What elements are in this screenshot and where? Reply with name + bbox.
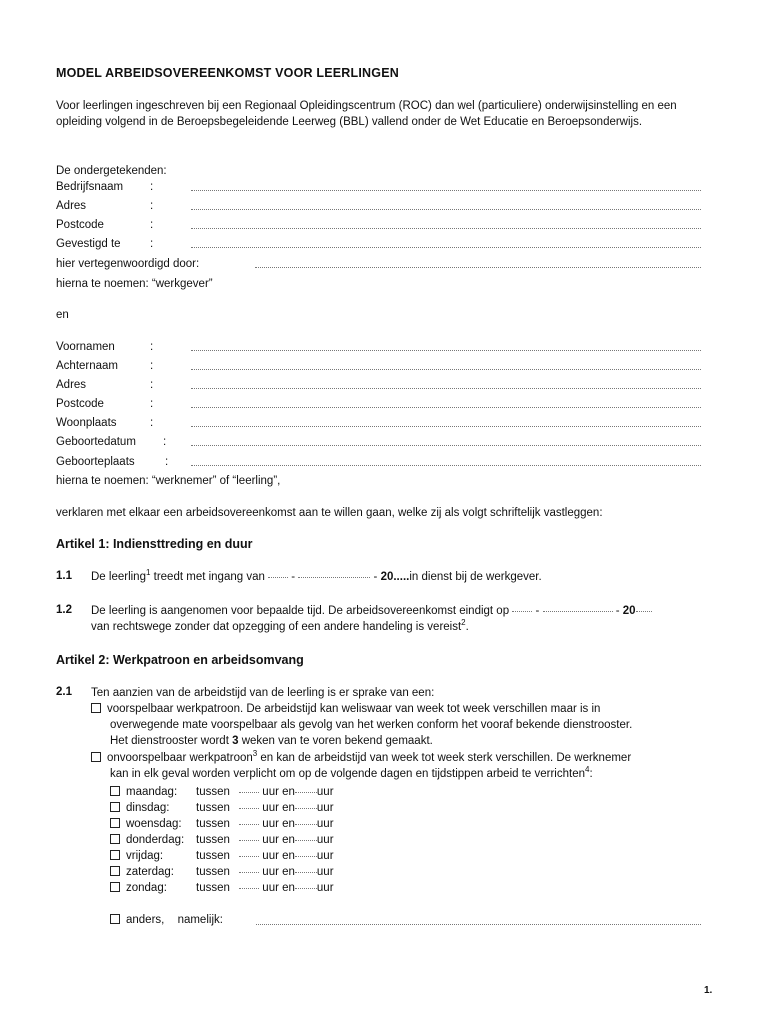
period: . (465, 621, 469, 633)
field-colon: : (150, 238, 154, 250)
between-label: tussen (196, 834, 230, 846)
hour-label: uur en (262, 866, 295, 878)
field-label-postcode-leerling: Postcode (56, 398, 104, 410)
hour-label: uur en (262, 850, 295, 862)
day-checkbox[interactable] (110, 802, 120, 812)
day-label: zondag: (126, 882, 167, 894)
day-row (110, 865, 334, 881)
hour-label: uur en (262, 818, 295, 830)
between-label: tussen (196, 866, 230, 878)
time-to-input[interactable] (295, 792, 317, 793)
time-to-input[interactable] (295, 872, 317, 873)
day-checkbox[interactable] (110, 786, 120, 796)
colon: : (589, 768, 593, 780)
other-row (110, 913, 223, 929)
article-2-heading: Artikel 2: Werkpatroon en arbeidsomvang (56, 653, 304, 667)
between-label: tussen (196, 882, 230, 894)
end-month-input[interactable] (543, 611, 613, 612)
other-label: anders, (126, 914, 165, 926)
field-input-adres[interactable] (191, 209, 701, 210)
page-number: 1. (704, 985, 713, 996)
field-colon: : (150, 341, 154, 353)
clause-text: De leerling is aangenomen voor bepaalde tijd. De arbeidsovereenkomst eindigt op (91, 605, 510, 617)
and-label: en (56, 309, 69, 321)
day-row (110, 849, 334, 865)
field-colon: : (150, 398, 154, 410)
weeks-count: 3 (232, 735, 239, 747)
time-to-input[interactable] (295, 856, 317, 857)
time-from-input[interactable] (239, 872, 259, 873)
option-text: voorspelbaar werkpatroon. De arbeidstijd kan weliswaar van week tot week verschillen maar is in (107, 703, 601, 715)
represented-label: hier vertegenwoordigd door: (56, 258, 200, 270)
day-checkbox[interactable] (110, 850, 120, 860)
day-checkbox[interactable] (110, 882, 120, 892)
day-row (110, 881, 334, 897)
end-day-input[interactable] (512, 611, 532, 612)
day-row (110, 801, 334, 817)
day-label: vrijdag: (126, 850, 164, 862)
hour-label: uur (316, 850, 334, 862)
employer-called-label: hierna te noemen: “werkgever” (56, 278, 213, 290)
option-text-line (110, 767, 593, 783)
field-label-gevestigd: Gevestigd te (56, 238, 121, 250)
end-year-input[interactable] (636, 611, 652, 612)
time-to-input[interactable] (295, 840, 317, 841)
option-text: en kan de arbeidstijd van week tot week sterk verschillen. De werknemer (257, 752, 632, 764)
field-colon: : (150, 181, 154, 193)
document-title: MODEL ARBEIDSOVEREENKOMST VOOR LEERLINGEN (56, 66, 399, 80)
between-label: tussen (196, 850, 230, 862)
student-called-label: hierna te noemen: “werknemer” of “leerling”, (56, 475, 281, 487)
clause-number: 1.1 (56, 570, 72, 582)
footnote-ref: 2 (461, 618, 466, 628)
declaration-text: verklaren met elkaar een arbeidsovereenkomst aan te willen gaan, welke zij als volgt schriftelijk vastleggen: (56, 507, 603, 519)
field-label-adres: Adres (56, 200, 87, 212)
day-row (110, 817, 334, 833)
clause-1-2-line2 (91, 620, 469, 636)
field-input-postcode-leerling[interactable] (191, 407, 701, 408)
clause-1-1 (91, 570, 542, 586)
namely-label: namelijk: (177, 914, 223, 926)
field-colon: : (150, 200, 154, 212)
day-label: zaterdag: (126, 866, 174, 878)
time-from-input[interactable] (239, 888, 259, 889)
field-input-achternaam[interactable] (191, 369, 701, 370)
predictable-checkbox[interactable] (91, 703, 101, 713)
field-label-adres-leerling: Adres (56, 379, 87, 391)
unpredictable-checkbox[interactable] (91, 752, 101, 762)
intro-paragraph: Voor leerlingen ingeschreven bij een Regionaal Opleidingscentrum (ROC) dan wel (particuliere) onderwijsinstelling en een opleiding volgend in de Beroepsbegeleidende Leerweg (BBL) vallend onder de Wet Educatie en Beroepsonderwijs. (56, 100, 677, 128)
hour-label: uur (316, 834, 334, 846)
start-month-input[interactable] (298, 577, 370, 578)
option-text: onvoorspelbaar werkpatroon (107, 752, 253, 764)
clause-text: treedt met ingang van (150, 571, 265, 583)
field-input-geboortedatum[interactable] (191, 445, 701, 446)
other-checkbox[interactable] (110, 914, 120, 924)
field-label-woonplaats: Woonplaats (56, 417, 117, 429)
hour-label: uur (316, 802, 334, 814)
field-colon: : (163, 436, 167, 448)
clause-text: van rechtswege zonder dat opzegging of een andere handeling is vereist (91, 621, 462, 633)
day-label: donderdag: (126, 834, 185, 846)
between-label: tussen (196, 802, 230, 814)
day-checkbox[interactable] (110, 818, 120, 828)
other-input[interactable] (256, 924, 701, 925)
day-checkbox[interactable] (110, 866, 120, 876)
time-from-input[interactable] (239, 840, 259, 841)
field-input-represented[interactable] (255, 267, 701, 268)
field-input-postcode[interactable] (191, 228, 701, 229)
day-row (110, 833, 334, 849)
day-label: dinsdag: (126, 802, 170, 814)
clause-1-2 (91, 604, 652, 620)
hour-label: uur en (262, 834, 295, 846)
field-colon: : (150, 379, 154, 391)
time-from-input[interactable] (239, 792, 259, 793)
hour-label: uur en (262, 802, 295, 814)
time-to-input[interactable] (295, 824, 317, 825)
clause-number: 2.1 (56, 686, 72, 698)
start-year[interactable]: 20..... (380, 571, 410, 583)
time-from-input[interactable] (239, 856, 259, 857)
footnote-ref: 3 (252, 749, 258, 759)
option-text-line (110, 734, 433, 750)
time-from-input[interactable] (239, 824, 259, 825)
hour-label: uur en (262, 882, 295, 894)
between-label: tussen (196, 786, 230, 798)
time-to-input[interactable] (295, 808, 317, 809)
option-text: weken van te voren bekend gemaakt. (238, 735, 433, 747)
option-text: Het dienstrooster wordt (110, 735, 233, 747)
date-separator: - (373, 571, 381, 583)
field-input-woonplaats[interactable] (191, 426, 701, 427)
footnote-ref: 4 (585, 765, 590, 775)
option-unpredictable (91, 751, 631, 767)
field-input-adres-leerling[interactable] (191, 388, 701, 389)
date-separator: - (615, 605, 623, 617)
hour-label: uur (316, 882, 334, 894)
day-row (110, 785, 334, 801)
field-colon: : (150, 360, 154, 372)
time-from-input[interactable] (239, 808, 259, 809)
hour-label: uur (316, 786, 334, 798)
field-input-bedrijfsnaam[interactable] (191, 190, 701, 191)
clause-2-1-intro: Ten aanzien van de arbeidstijd van de leerling is er sprake van een: (91, 687, 435, 699)
field-label-geboorteplaats: Geboorteplaats (56, 456, 135, 468)
option-predictable (91, 702, 600, 718)
field-label-postcode: Postcode (56, 219, 104, 231)
field-input-voornamen[interactable] (191, 350, 701, 351)
field-input-geboorteplaats[interactable] (191, 465, 701, 466)
hour-label: uur (316, 866, 334, 878)
footnote-ref: 1 (145, 568, 151, 578)
clause-number: 1.2 (56, 604, 72, 616)
start-day-input[interactable] (268, 577, 288, 578)
option-text-line: overwegende mate voorspelbaar als gevolg van het werken conform het vooraf bekende dienstrooster. (110, 719, 633, 731)
option-text: kan in elk geval worden verplicht om op de volgende dagen en tijdstippen arbeid te verrichten (110, 768, 585, 780)
between-label: tussen (196, 818, 230, 830)
hour-label: uur (316, 818, 334, 830)
field-label-achternaam: Achternaam (56, 360, 119, 372)
clause-text: De leerling (91, 571, 146, 583)
field-colon: : (150, 219, 154, 231)
article-1-heading: Artikel 1: Indiensttreding en duur (56, 537, 253, 551)
field-label-voornamen: Voornamen (56, 341, 115, 353)
field-colon: : (165, 456, 169, 468)
field-input-gevestigd[interactable] (191, 247, 701, 248)
day-checkbox[interactable] (110, 834, 120, 844)
time-to-input[interactable] (295, 888, 317, 889)
undersigned-heading: De ondergetekenden: (56, 165, 167, 177)
hour-label: uur en (262, 786, 295, 798)
end-year[interactable]: 20 (622, 605, 636, 617)
field-label-geboortedatum: Geboortedatum (56, 436, 136, 448)
date-separator: - (535, 605, 540, 617)
date-separator: - (291, 571, 296, 583)
field-label-bedrijfsnaam: Bedrijfsnaam (56, 181, 124, 193)
clause-text: in dienst bij de werkgever. (409, 571, 542, 583)
day-label: woensdag: (126, 818, 182, 830)
day-label: maandag: (126, 786, 178, 798)
field-colon: : (150, 417, 154, 429)
